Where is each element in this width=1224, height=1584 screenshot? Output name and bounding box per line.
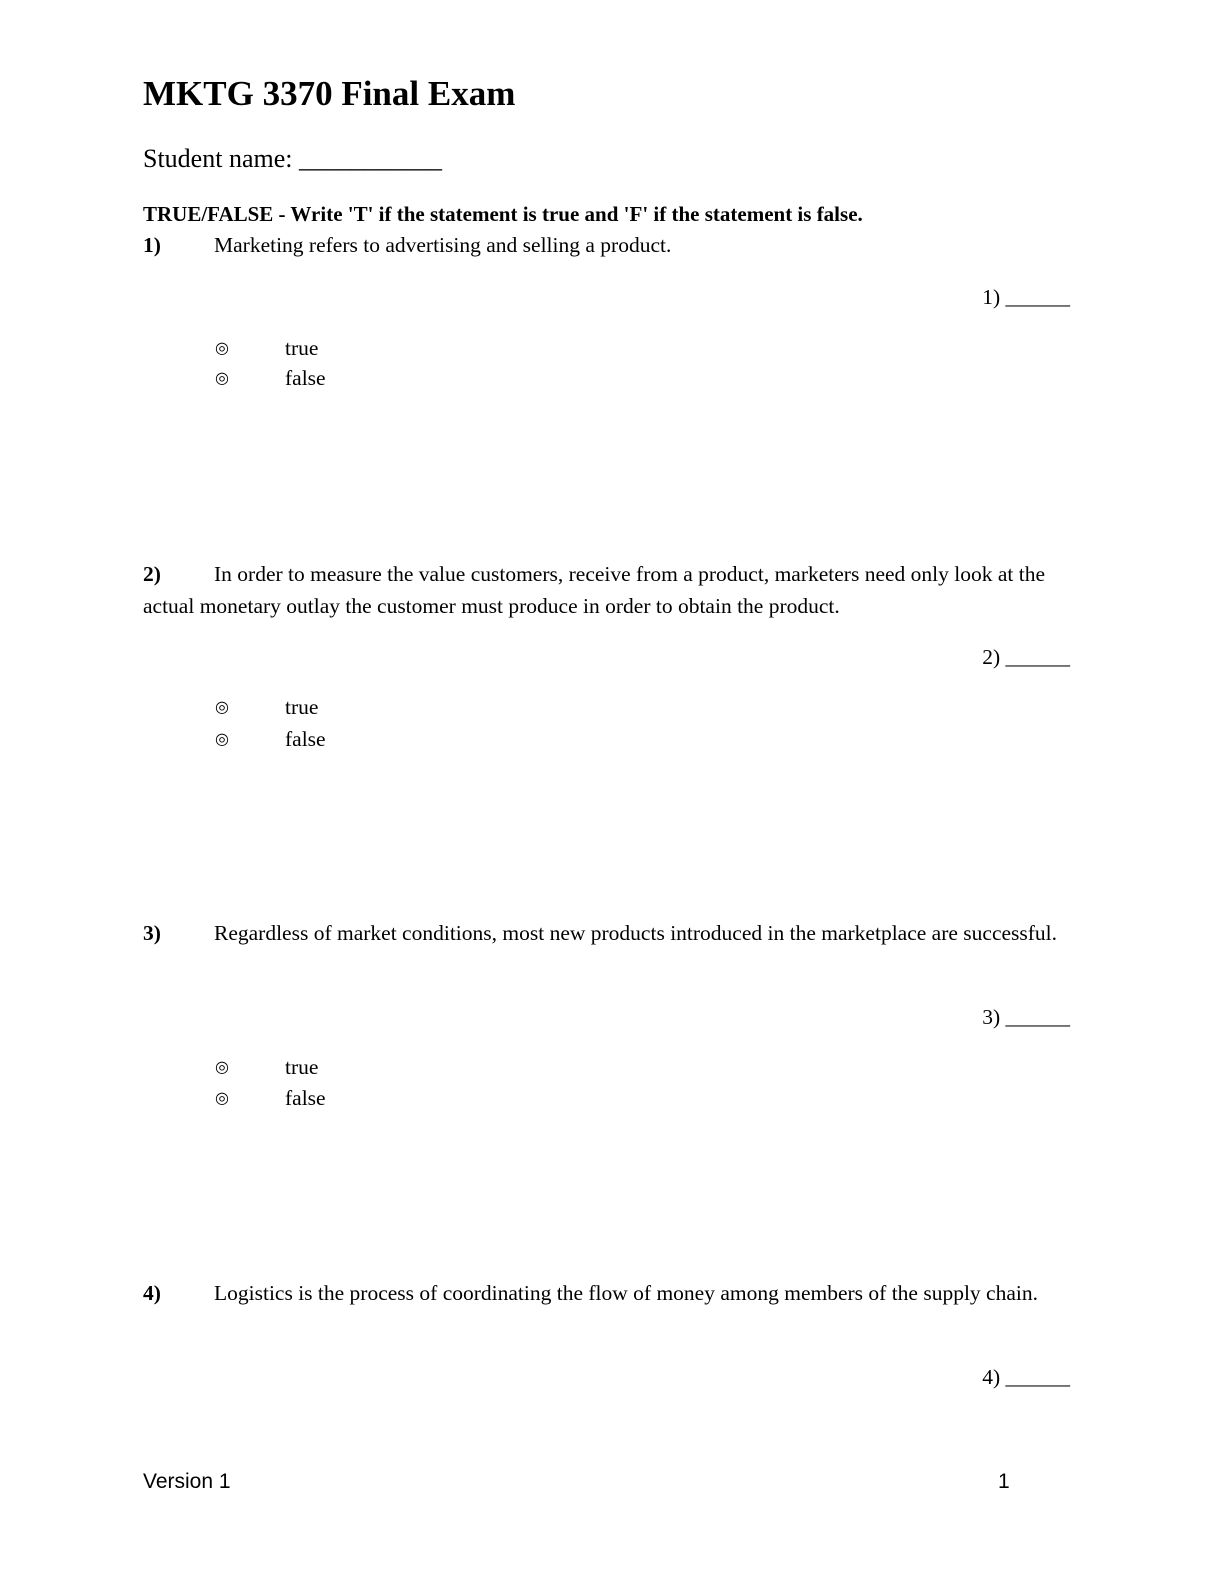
- question-text: In order to measure the value customers, receive from a product, marketers need only look at the actual monetary outlay the customer must produce in order to obtain the product.: [143, 562, 1046, 618]
- answer-blank-3[interactable]: 3) ______: [982, 1005, 1070, 1029]
- answer-blank-4[interactable]: 4) ______: [982, 1365, 1070, 1389]
- option-label: true: [285, 695, 319, 719]
- option-false-2[interactable]: [215, 725, 326, 753]
- question-3: [143, 917, 1073, 949]
- question-text: Marketing refers to advertising and selling a product.: [214, 233, 672, 257]
- question-text: Regardless of market conditions, most new products introduced in the marketplace are successful.: [214, 921, 1058, 945]
- option-false-1[interactable]: [215, 364, 326, 392]
- question-number: 2): [143, 562, 161, 586]
- exam-title: MKTG 3370 Final Exam: [143, 74, 516, 113]
- radio-bullet-icon: ◎: [215, 697, 229, 716]
- radio-bullet-icon: ◎: [215, 1088, 229, 1107]
- question-number: 4): [143, 1281, 161, 1305]
- student-name-field[interactable]: Student name: ___________: [143, 144, 442, 173]
- question-number: 1): [143, 233, 161, 257]
- footer-page-number: 1: [998, 1470, 1010, 1493]
- option-true-2[interactable]: [215, 693, 318, 721]
- radio-bullet-icon: ◎: [215, 729, 229, 748]
- option-true-3[interactable]: [215, 1053, 318, 1081]
- answer-blank-2[interactable]: 2) ______: [982, 645, 1070, 669]
- question-4: [143, 1277, 1073, 1309]
- radio-bullet-icon: ◎: [215, 338, 229, 357]
- section-instructions: TRUE/FALSE - Write 'T' if the statement is true and 'F' if the statement is false.: [143, 202, 863, 226]
- option-label: true: [285, 336, 319, 360]
- option-false-3[interactable]: [215, 1084, 326, 1112]
- answer-blank-1[interactable]: 1) ______: [982, 285, 1070, 309]
- radio-bullet-icon: ◎: [215, 368, 229, 387]
- option-label: false: [285, 727, 326, 751]
- option-label: false: [285, 1086, 326, 1110]
- footer-version: Version 1: [143, 1470, 231, 1493]
- question-number: 3): [143, 921, 161, 945]
- question-text: Logistics is the process of coordinating the flow of money among members of the supply chain.: [214, 1281, 1038, 1305]
- radio-bullet-icon: ◎: [215, 1057, 229, 1076]
- option-label: true: [285, 1055, 319, 1079]
- option-label: false: [285, 366, 326, 390]
- question-1: [143, 229, 1073, 261]
- option-true-1[interactable]: [215, 334, 318, 362]
- question-2: [143, 558, 1073, 622]
